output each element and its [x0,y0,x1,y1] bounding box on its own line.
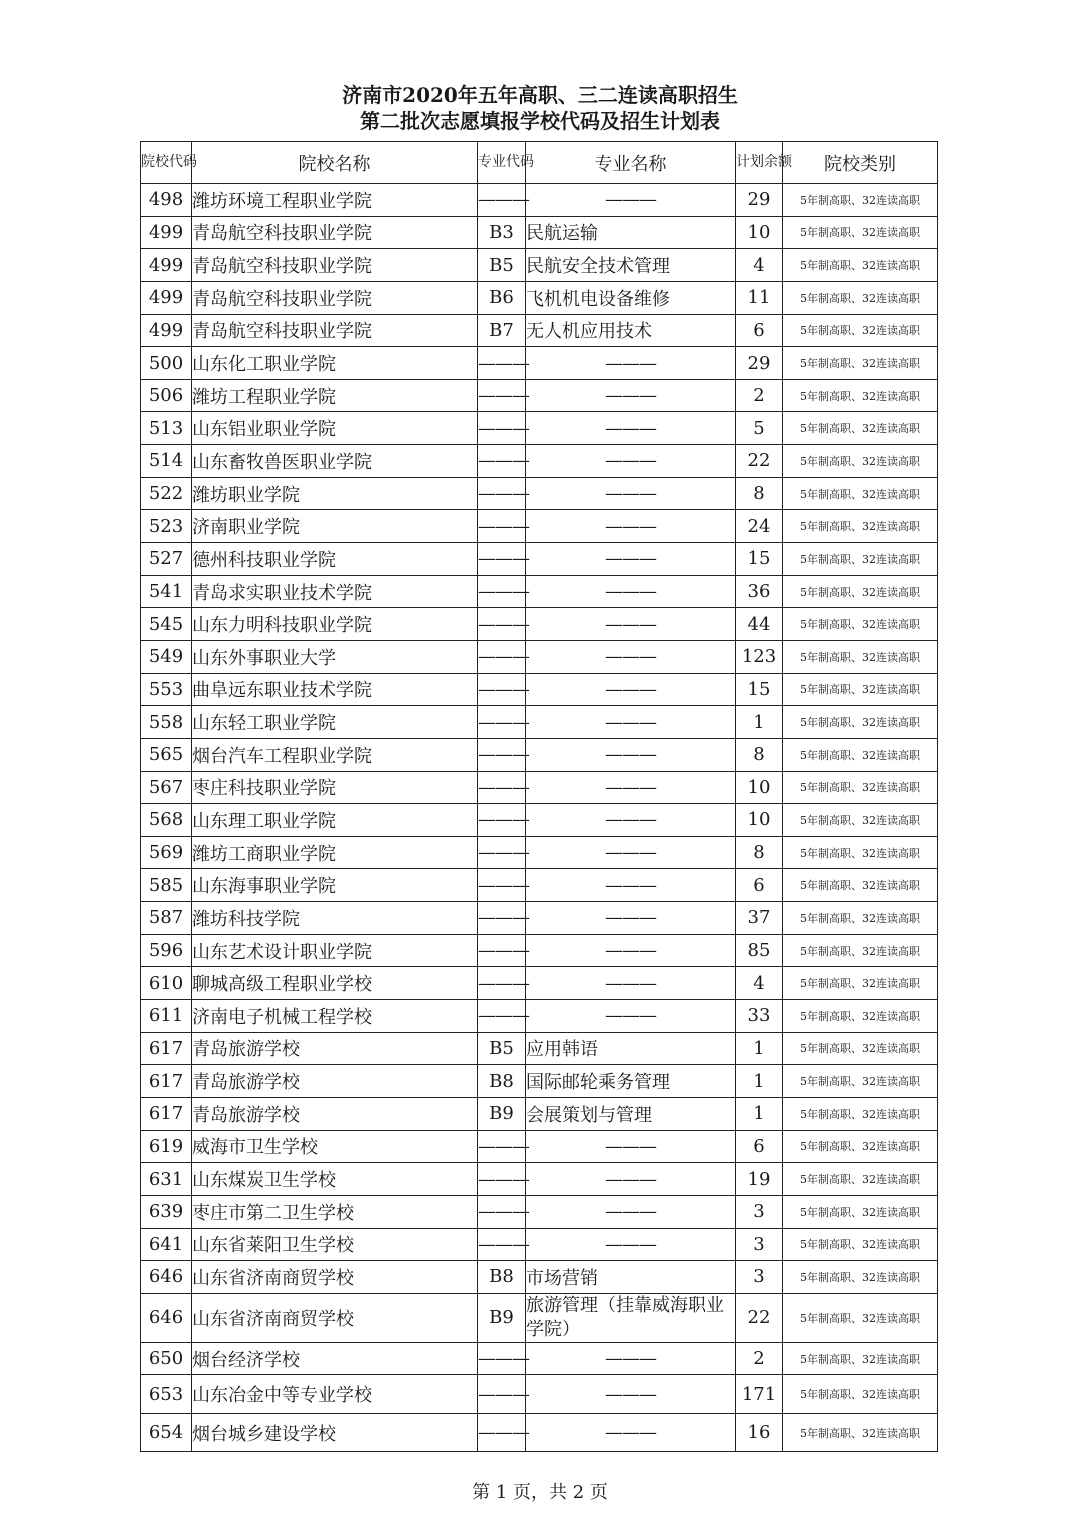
plan-remaining-cell: 85 [736,934,783,967]
school-name-cell: 潍坊工商职业学院 [192,836,478,869]
school-name-cell: 聊城高级工程职业学校 [192,967,478,1000]
school-code-cell: 506 [141,379,192,412]
school-type-cell: 5年制高职、32连读高职 [783,1130,938,1163]
school-code-cell: 611 [141,1000,192,1033]
table-row [141,216,938,249]
school-name-cell: 潍坊职业学院 [192,477,478,510]
table-row [141,640,938,673]
plan-remaining-cell: 2 [736,1342,783,1375]
school-name-cell: 山东省济南商贸学校 [192,1261,478,1294]
school-name-cell: 枣庄市第二卫生学校 [192,1195,478,1228]
school-code-cell: 617 [141,1097,192,1130]
school-code-cell: 499 [141,314,192,347]
table-row [141,477,938,510]
major-code-cell: ——— [478,445,526,478]
plan-remaining-cell: 37 [736,902,783,935]
school-code-cell: 639 [141,1195,192,1228]
school-type-cell: 5年制高职、32连读高职 [783,804,938,837]
table-row [141,706,938,739]
plan-remaining-cell: 36 [736,575,783,608]
table-row [141,1065,938,1098]
plan-remaining-cell: 3 [736,1195,783,1228]
school-name-cell: 济南电子机械工程学校 [192,1000,478,1033]
table-row [141,1097,938,1130]
table-row [141,738,938,771]
school-name-cell: 山东海事职业学院 [192,869,478,902]
plan-remaining-cell: 6 [736,1130,783,1163]
school-name-cell: 山东铝业职业学院 [192,412,478,445]
table-row [141,1000,938,1033]
school-name-cell: 山东化工职业学院 [192,347,478,380]
table-row [141,836,938,869]
school-code-cell: 498 [141,184,192,217]
school-type-cell: 5年制高职、32连读高职 [783,314,938,347]
table-row [141,575,938,608]
plan-remaining-cell: 22 [736,445,783,478]
major-name-cell: 应用韩语 [526,1032,736,1065]
plan-remaining-cell: 29 [736,184,783,217]
school-name-cell: 山东外事职业大学 [192,640,478,673]
school-name-cell: 山东畜牧兽医职业学院 [192,445,478,478]
plan-remaining-cell: 2 [736,379,783,412]
school-code-cell: 545 [141,608,192,641]
school-name-cell: 山东省济南商贸学校 [192,1293,478,1342]
school-type-cell: 5年制高职、32连读高职 [783,1000,938,1033]
major-code-cell: B8 [478,1065,526,1098]
major-code-cell: ——— [478,184,526,217]
school-code-cell: 617 [141,1032,192,1065]
major-code-cell: ——— [478,379,526,412]
school-type-cell: 5年制高职、32连读高职 [783,1293,938,1342]
major-name-cell: ——— [526,543,736,576]
table-row [141,1342,938,1375]
major-code-cell: ——— [478,1342,526,1375]
major-name-cell: 无人机应用技术 [526,314,736,347]
major-name-cell: 民航安全技术管理 [526,249,736,282]
school-name-cell: 青岛航空科技职业学院 [192,249,478,282]
major-name-cell: ——— [526,477,736,510]
school-code-cell: 646 [141,1261,192,1294]
major-code-cell: B6 [478,281,526,314]
school-name-cell: 青岛旅游学校 [192,1097,478,1130]
plan-remaining-cell: 1 [736,1065,783,1098]
header-school-name: 院校名称 [192,142,478,184]
school-type-cell: 5年制高职、32连读高职 [783,1261,938,1294]
major-name-cell: ——— [526,1000,736,1033]
school-code-cell: 654 [141,1413,192,1452]
document-subtitle: 第二批次志愿填报学校代码及招生计划表 [360,109,720,133]
plan-remaining-cell: 1 [736,1032,783,1065]
major-name-cell: 旅游管理（挂靠威海职业学院） [526,1293,736,1342]
school-name-cell: 枣庄科技职业学院 [192,771,478,804]
school-name-cell: 青岛航空科技职业学院 [192,314,478,347]
school-name-cell: 烟台城乡建设学校 [192,1413,478,1452]
major-name-cell: ——— [526,902,736,935]
school-code-cell: 585 [141,869,192,902]
table-row [141,673,938,706]
table-row [141,869,938,902]
major-name-cell: ——— [526,608,736,641]
plan-remaining-cell: 6 [736,869,783,902]
major-name-cell: 市场营销 [526,1261,736,1294]
school-name-cell: 青岛求实职业技术学院 [192,575,478,608]
school-type-cell: 5年制高职、32连读高职 [783,1065,938,1098]
school-name-cell: 济南职业学院 [192,510,478,543]
header-school-type: 院校类别 [783,142,938,184]
table-row [141,771,938,804]
school-type-cell: 5年制高职、32连读高职 [783,967,938,1000]
school-type-cell: 5年制高职、32连读高职 [783,575,938,608]
major-name-cell: ——— [526,869,736,902]
major-name-cell: ——— [526,1342,736,1375]
major-code-cell: ——— [478,1163,526,1196]
plan-remaining-cell: 3 [736,1228,783,1261]
school-name-cell: 山东省莱阳卫生学校 [192,1228,478,1261]
school-type-cell: 5年制高职、32连读高职 [783,1413,938,1452]
table-row [141,1413,938,1452]
major-name-cell: ——— [526,184,736,217]
major-code-cell: B5 [478,1032,526,1065]
table-row [141,249,938,282]
plan-remaining-cell: 1 [736,1097,783,1130]
table-row [141,804,938,837]
table-row [141,934,938,967]
table-row [141,1032,938,1065]
major-code-cell: ——— [478,1228,526,1261]
table-row [141,314,938,347]
school-code-cell: 523 [141,510,192,543]
school-type-cell: 5年制高职、32连读高职 [783,281,938,314]
plan-remaining-cell: 22 [736,1293,783,1342]
major-code-cell: ——— [478,869,526,902]
plan-remaining-cell: 8 [736,738,783,771]
plan-remaining-cell: 5 [736,412,783,445]
school-code-cell: 631 [141,1163,192,1196]
major-code-cell: ——— [478,640,526,673]
major-code-cell: B8 [478,1261,526,1294]
major-code-cell: ——— [478,771,526,804]
major-name-cell: ——— [526,1228,736,1261]
table-row [141,543,938,576]
major-name-cell: 飞机机电设备维修 [526,281,736,314]
major-name-cell: ——— [526,804,736,837]
major-name-cell: ——— [526,1375,736,1414]
table-header-row [141,142,938,184]
major-code-cell: ——— [478,510,526,543]
school-type-cell: 5年制高职、32连读高职 [783,706,938,739]
table-row [141,1261,938,1294]
school-name-cell: 烟台经济学校 [192,1342,478,1375]
school-code-cell: 596 [141,934,192,967]
school-code-cell: 646 [141,1293,192,1342]
major-name-cell: ——— [526,706,736,739]
school-code-cell: 653 [141,1375,192,1414]
school-type-cell: 5年制高职、32连读高职 [783,445,938,478]
major-code-cell: ——— [478,477,526,510]
school-code-cell: 500 [141,347,192,380]
plan-remaining-cell: 1 [736,706,783,739]
plan-remaining-cell: 44 [736,608,783,641]
school-type-cell: 5年制高职、32连读高职 [783,1032,938,1065]
table-row [141,902,938,935]
table-row [141,967,938,1000]
school-type-cell: 5年制高职、32连读高职 [783,347,938,380]
table-row [141,281,938,314]
table-row [141,1375,938,1414]
major-name-cell: ——— [526,1130,736,1163]
major-code-cell: ——— [478,575,526,608]
school-code-cell: 569 [141,836,192,869]
school-type-cell: 5年制高职、32连读高职 [783,640,938,673]
school-type-cell: 5年制高职、32连读高职 [783,1163,938,1196]
major-name-cell: ——— [526,1163,736,1196]
school-name-cell: 威海市卫生学校 [192,1130,478,1163]
school-type-cell: 5年制高职、32连读高职 [783,1228,938,1261]
plan-remaining-cell: 10 [736,216,783,249]
header-plan-remaining: 计划余额 [736,142,783,184]
school-code-cell: 650 [141,1342,192,1375]
table-row [141,1195,938,1228]
major-name-cell: ——— [526,934,736,967]
school-type-cell: 5年制高职、32连读高职 [783,1195,938,1228]
school-code-cell: 558 [141,706,192,739]
school-name-cell: 山东理工职业学院 [192,804,478,837]
school-code-cell: 499 [141,216,192,249]
plan-remaining-cell: 15 [736,543,783,576]
school-type-cell: 5年制高职、32连读高职 [783,1342,938,1375]
plan-remaining-cell: 3 [736,1261,783,1294]
table-row [141,608,938,641]
table-row [141,445,938,478]
major-code-cell: ——— [478,1130,526,1163]
major-name-cell: 会展策划与管理 [526,1097,736,1130]
plan-remaining-cell: 4 [736,249,783,282]
major-name-cell: ——— [526,575,736,608]
school-name-cell: 曲阜远东职业技术学院 [192,673,478,706]
school-type-cell: 5年制高职、32连读高职 [783,738,938,771]
school-code-cell: 617 [141,1065,192,1098]
major-code-cell: ——— [478,347,526,380]
enrollment-plan-table [140,141,938,1452]
school-type-cell: 5年制高职、32连读高职 [783,477,938,510]
table-row [141,1130,938,1163]
school-code-cell: 522 [141,477,192,510]
school-type-cell: 5年制高职、32连读高职 [783,1097,938,1130]
major-code-cell: ——— [478,836,526,869]
school-type-cell: 5年制高职、32连读高职 [783,543,938,576]
school-name-cell: 青岛航空科技职业学院 [192,281,478,314]
plan-remaining-cell: 10 [736,771,783,804]
school-type-cell: 5年制高职、32连读高职 [783,902,938,935]
school-type-cell: 5年制高职、32连读高职 [783,934,938,967]
school-code-cell: 567 [141,771,192,804]
school-code-cell: 541 [141,575,192,608]
school-code-cell: 587 [141,902,192,935]
school-name-cell: 潍坊工程职业学院 [192,379,478,412]
major-code-cell: B3 [478,216,526,249]
school-type-cell: 5年制高职、32连读高职 [783,379,938,412]
school-code-cell: 553 [141,673,192,706]
major-name-cell: ——— [526,510,736,543]
plan-remaining-cell: 171 [736,1375,783,1414]
school-name-cell: 青岛旅游学校 [192,1032,478,1065]
plan-remaining-cell: 10 [736,804,783,837]
header-major-name: 专业名称 [526,142,736,184]
school-name-cell: 山东力明科技职业学院 [192,608,478,641]
major-code-cell: ——— [478,412,526,445]
school-name-cell: 潍坊环境工程职业学院 [192,184,478,217]
table-row [141,347,938,380]
plan-remaining-cell: 11 [736,281,783,314]
school-name-cell: 青岛旅游学校 [192,1065,478,1098]
major-code-cell: ——— [478,967,526,1000]
school-code-cell: 513 [141,412,192,445]
plan-remaining-cell: 4 [736,967,783,1000]
school-type-cell: 5年制高职、32连读高职 [783,771,938,804]
table-row [141,1228,938,1261]
document-title: 济南市2020年五年高职、三二连读高职招生 [342,83,738,107]
school-type-cell: 5年制高职、32连读高职 [783,673,938,706]
plan-remaining-cell: 16 [736,1413,783,1452]
plan-remaining-cell: 24 [736,510,783,543]
school-name-cell: 山东冶金中等专业学校 [192,1375,478,1414]
table-row [141,1163,938,1196]
school-name-cell: 山东煤炭卫生学校 [192,1163,478,1196]
major-name-cell: ——— [526,967,736,1000]
school-type-cell: 5年制高职、32连读高职 [783,836,938,869]
major-name-cell: ——— [526,1195,736,1228]
header-major-code: 专业代码 [478,142,526,184]
school-code-cell: 619 [141,1130,192,1163]
school-name-cell: 山东艺术设计职业学院 [192,934,478,967]
major-code-cell: ——— [478,804,526,837]
major-name-cell: ——— [526,412,736,445]
page-footer: 第 1 页，共 2 页 [472,1482,608,1503]
school-code-cell: 641 [141,1228,192,1261]
plan-remaining-cell: 29 [736,347,783,380]
school-code-cell: 610 [141,967,192,1000]
major-code-cell: B9 [478,1097,526,1130]
table-body [141,184,938,1452]
school-type-cell: 5年制高职、32连读高职 [783,608,938,641]
table-row [141,184,938,217]
school-code-cell: 549 [141,640,192,673]
major-code-cell: ——— [478,1195,526,1228]
school-name-cell: 山东轻工职业学院 [192,706,478,739]
major-name-cell: ——— [526,836,736,869]
major-code-cell: B7 [478,314,526,347]
header-school-code: 院校代码 [141,142,192,184]
school-code-cell: 565 [141,738,192,771]
school-code-cell: 568 [141,804,192,837]
table-row [141,1293,938,1342]
major-name-cell: 民航运输 [526,216,736,249]
school-name-cell: 德州科技职业学院 [192,543,478,576]
major-code-cell: ——— [478,673,526,706]
plan-remaining-cell: 15 [736,673,783,706]
plan-remaining-cell: 19 [736,1163,783,1196]
major-name-cell: ——— [526,771,736,804]
major-name-cell: ——— [526,640,736,673]
plan-remaining-cell: 8 [736,477,783,510]
plan-remaining-cell: 8 [736,836,783,869]
school-name-cell: 烟台汽车工程职业学院 [192,738,478,771]
major-name-cell: ——— [526,445,736,478]
major-name-cell: ——— [526,738,736,771]
major-name-cell: ——— [526,379,736,412]
school-code-cell: 499 [141,249,192,282]
major-code-cell: B9 [478,1293,526,1342]
school-code-cell: 527 [141,543,192,576]
table-row [141,510,938,543]
major-code-cell: B5 [478,249,526,282]
major-code-cell: ——— [478,738,526,771]
major-name-cell: ——— [526,673,736,706]
major-name-cell: ——— [526,347,736,380]
school-type-cell: 5年制高职、32连读高职 [783,869,938,902]
school-type-cell: 5年制高职、32连读高职 [783,412,938,445]
school-code-cell: 514 [141,445,192,478]
major-code-cell: ——— [478,1375,526,1414]
major-name-cell: ——— [526,1413,736,1452]
school-name-cell: 青岛航空科技职业学院 [192,216,478,249]
school-code-cell: 499 [141,281,192,314]
school-type-cell: 5年制高职、32连读高职 [783,184,938,217]
major-code-cell: ——— [478,706,526,739]
plan-remaining-cell: 123 [736,640,783,673]
plan-remaining-cell: 33 [736,1000,783,1033]
school-type-cell: 5年制高职、32连读高职 [783,249,938,282]
major-code-cell: ——— [478,1413,526,1452]
school-name-cell: 潍坊科技学院 [192,902,478,935]
major-name-cell: 国际邮轮乘务管理 [526,1065,736,1098]
major-code-cell: ——— [478,1000,526,1033]
table-row [141,379,938,412]
major-code-cell: ——— [478,608,526,641]
table-row [141,412,938,445]
school-type-cell: 5年制高职、32连读高职 [783,1375,938,1414]
major-code-cell: ——— [478,902,526,935]
plan-remaining-cell: 6 [736,314,783,347]
major-code-cell: ——— [478,934,526,967]
school-type-cell: 5年制高职、32连读高职 [783,510,938,543]
major-code-cell: ——— [478,543,526,576]
school-type-cell: 5年制高职、32连读高职 [783,216,938,249]
